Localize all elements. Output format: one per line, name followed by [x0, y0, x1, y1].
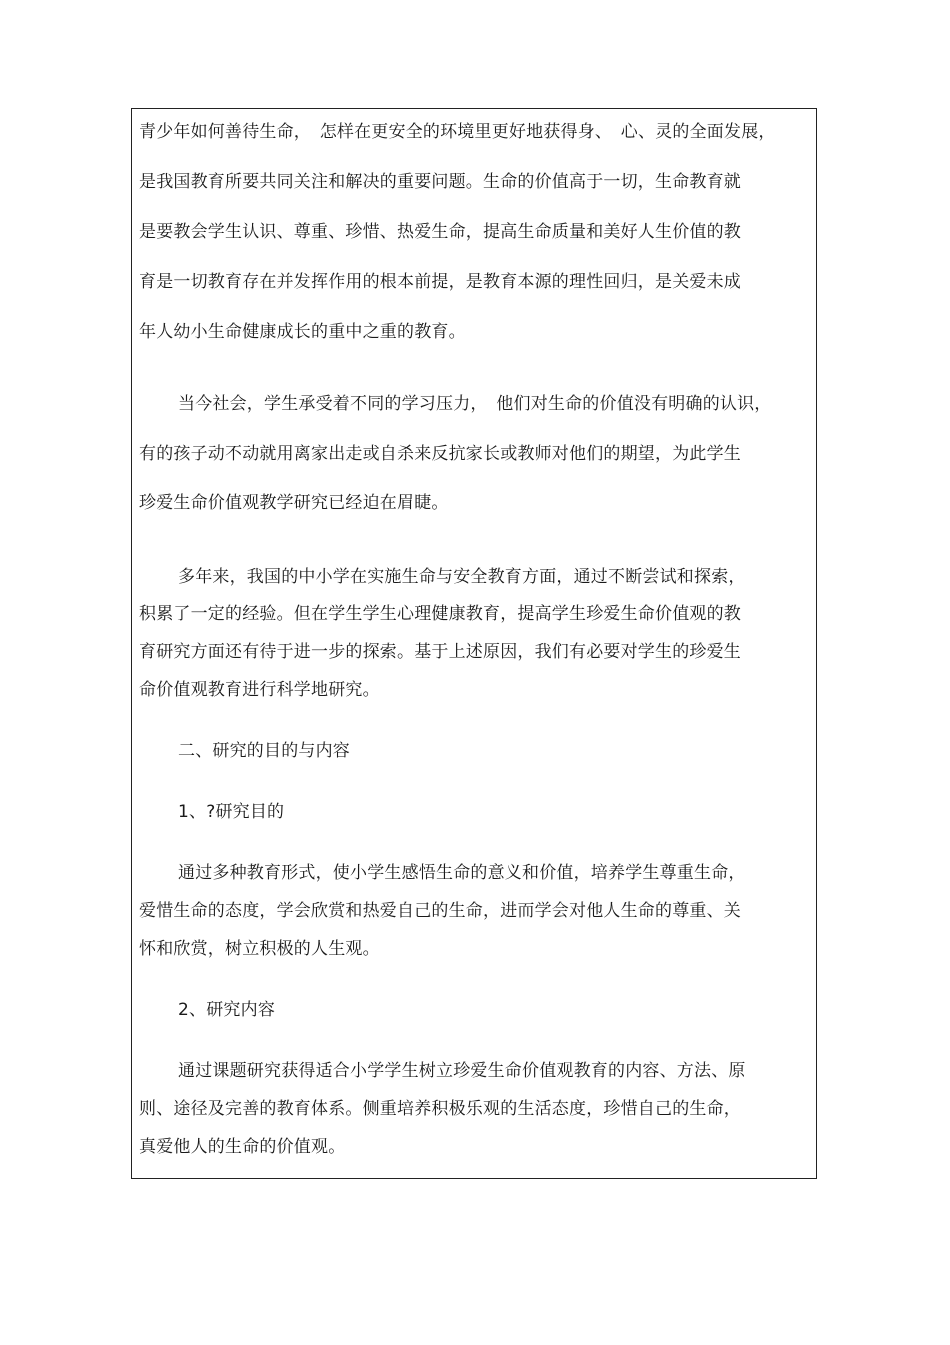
- paragraph-3-line-4: 命价值观教育进行科学地研究。: [139, 680, 380, 700]
- paragraph-3-line-1: 多年来，我国的中小学在实施生命与安全教育方面，通过不断尝试和探索，: [178, 567, 746, 587]
- subsection-heading-2: 2、研究内容: [178, 1000, 276, 1020]
- paragraph-2-line-3: 珍爱生命价值观教学研究已经迫在眉睫。: [139, 493, 449, 513]
- paragraph-1-line-4: 育是一切教育存在并发挥作用的根本前提，是教育本源的理性回归，是关爱未成: [139, 272, 741, 292]
- paragraph-3-line-2: 积累了一定的经验。但在学生学生心理健康教育，提高学生珍爱生命价值观的教: [139, 604, 741, 624]
- paragraph-3-line-3: 育研究方面还有待于进一步的探索。基于上述原因，我们有必要对学生的珍爱生: [139, 642, 741, 662]
- paragraph-1-line-2: 是我国教育所要共同关注和解决的重要问题。生命的价值高于一切，生命教育就: [139, 172, 741, 192]
- paragraph-4-line-3: 怀和欣赏，树立积极的人生观。: [139, 939, 380, 959]
- paragraph-1-line-1: 青少年如何善待生命， 怎样在更安全的环境里更好地获得身、 心、灵的全面发展，: [139, 122, 776, 142]
- paragraph-4-line-2: 爱惜生命的态度，学会欣赏和热爱自己的生命，进而学会对他人生命的尊重、关: [139, 901, 741, 921]
- paragraph-5-line-2: 则、途径及完善的教育体系。侧重培养积极乐观的生活态度，珍惜自己的生命，: [139, 1099, 741, 1119]
- paragraph-1-line-5: 年人幼小生命健康成长的重中之重的教育。: [139, 322, 466, 342]
- paragraph-5-line-1: 通过课题研究获得适合小学学生树立珍爱生命价值观教育的内容、方法、原: [178, 1061, 746, 1081]
- paragraph-2-line-1: 当今社会，学生承受着不同的学习压力， 他们对生命的价值没有明确的认识，: [178, 394, 772, 414]
- subsection-heading-1: 1、?研究目的: [178, 802, 285, 822]
- paragraph-4-line-1: 通过多种教育形式，使小学生感悟生命的意义和价值，培养学生尊重生命，: [178, 863, 746, 883]
- paragraph-2-line-2: 有的孩子动不动就用离家出走或自杀来反抗家长或教师对他们的期望，为此学生: [139, 444, 741, 464]
- paragraph-5-line-3: 真爱他人的生命的价值观。: [139, 1137, 346, 1157]
- section-heading: 二、研究的目的与内容: [178, 741, 350, 761]
- paragraph-1-line-3: 是要教会学生认识、尊重、珍惜、热爱生命，提高生命质量和美好人生价值的教: [139, 222, 741, 242]
